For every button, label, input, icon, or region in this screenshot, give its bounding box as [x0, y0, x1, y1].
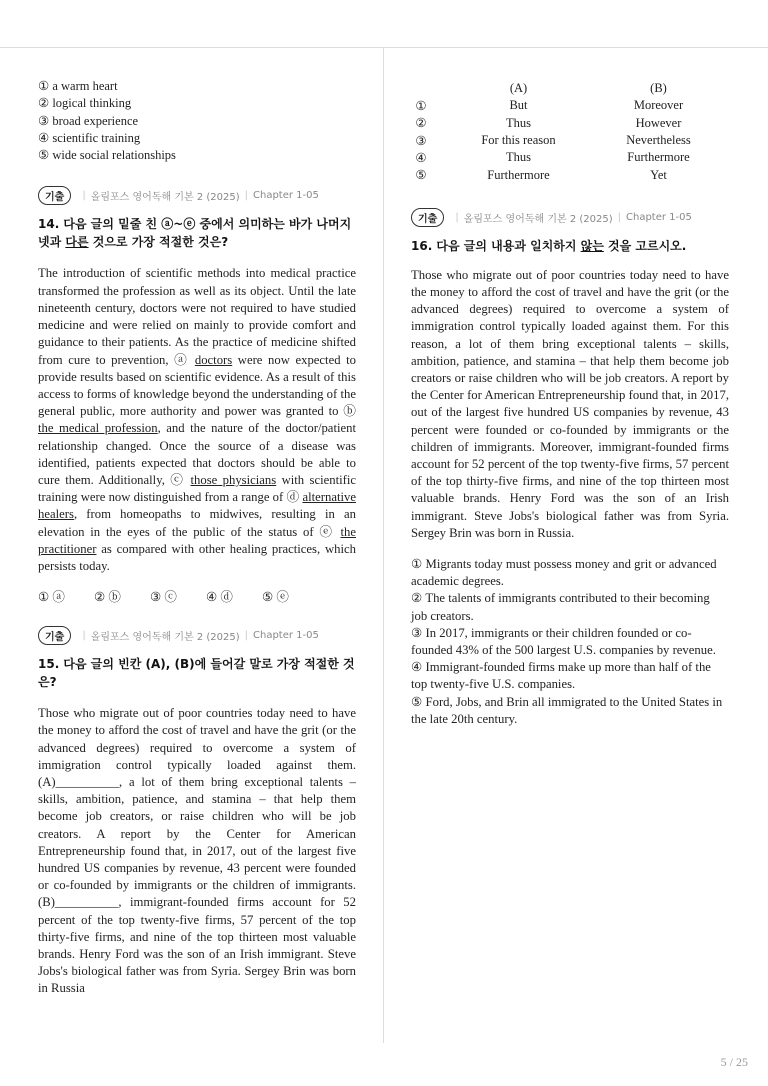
q13-option-2[interactable]: ② logical thinking	[38, 96, 132, 111]
page-number: 5 / 25	[720, 1055, 748, 1069]
column-divider	[383, 48, 384, 1043]
left-column	[38, 78, 356, 998]
header-rule	[0, 47, 768, 48]
q14-passage: The introduction of scientific methods into medical practice transformed the profession as well as its object. Until the late nineteenth century, doctors were not required to have studied medicine and were relied on mainly to provide comfort and guidance to their patients. As the practice of medicine shifted from cure to prevention, ⓐ doctors were now expected to provide results based on scientific evidence. As a result of this access to forms of knowledge beyond the understanding of the general public, more authority and power was granted to ⓑ the medical profession, and the nature of the doctor/patient relationship changed. Once the source of a disease was identified, patients expected that doctors should be able to cure them. Additionally, ⓒ those physicians with scientific training were now distinguished from a range of ⓓ alternative healers, from homeopaths to midwives, resulting in an elevation in the eyes of the public of the status of ⓔ the practitioner as compared with other healing practices, which persists today.	[38, 266, 357, 573]
q13-option-1[interactable]: ① a warm heart	[38, 79, 118, 93]
source-chapter: Chapter 1-05	[626, 211, 692, 223]
q15-choice-table	[411, 80, 711, 184]
underline-b: the medical profession	[38, 421, 158, 436]
q15-choice-row[interactable]: ④ Thus Furthermore	[415, 150, 690, 165]
q16-title: 16. 다음 글의 내용과 일치하지 않는 것을 고르시오.	[411, 238, 687, 253]
q14-answer-2[interactable]: ② ⓑ	[94, 590, 121, 605]
q13-option-4[interactable]: ④ scientific training	[38, 130, 141, 145]
q14-answer-5[interactable]: ⑤ ⓔ	[262, 590, 289, 605]
q15-title: 15. 다음 글의 빈칸 (A), (B)에 들어갈 말로 가장 적절한 것은?	[38, 657, 355, 690]
q14-answer-1[interactable]: ① ⓐ	[38, 590, 65, 605]
source-tag: 기출	[38, 626, 71, 645]
q16-option-3[interactable]: ③ In 2017, immigrants or their children founded or co-founded 43% of the 500 largest U.S. companies by revenue.	[411, 625, 716, 658]
q14-source: 기출 | 올림포스 영어독해 기본 2 (2025) | Chapter 1-05	[38, 186, 356, 205]
q14-answer-3[interactable]: ③ ⓒ	[150, 590, 177, 605]
q13-options	[38, 78, 356, 164]
q14-answers	[38, 589, 356, 606]
right-column	[411, 80, 729, 728]
q16-option-4[interactable]: ④ Immigrant-founded firms make up more than half of the top twenty-five U.S. companies.	[411, 660, 711, 692]
source-chapter: Chapter 1-05	[253, 190, 319, 202]
q16-passage: Those who migrate out of poor countries today need to have the money to afford the cost of travel and have the grit (or the advanced degrees) required to overcome a system of immigration control typically loaded against them. For this reason, a lot of them bring exceptional talents – skills, ambition, patience, and stamina – that help them become job creators or raise children who will be job creators. A report by the Center for American Entrepreneurship found that, in 2017, out of the largest five hundred US companies by revenue, 43 percent were founded or co-founded by immigrants or the children of immigrants. Moreover, immigrant-founded firms account for 52 percent of the top twenty-five firms, 57 percent of the top thirty-five firms, and nine of the top thirteen most valuable brands. Henry Ford was the son of an Irish immigrant. Steve Jobs's biological father was from Syria. Sergey Brin was born in Russia.	[411, 267, 729, 540]
q15-choice-header	[411, 80, 711, 97]
q14-answer-4[interactable]: ④ ⓓ	[206, 590, 233, 605]
header-b: (B)	[650, 81, 667, 96]
source-tag: 기출	[411, 208, 444, 227]
underline-d: alternative healers	[38, 490, 356, 522]
q15-choice-row[interactable]: ② Thus However	[415, 115, 682, 131]
source-book: 올림포스 영어독해 기본 2 (2025)	[463, 213, 613, 225]
q16-source: 기출 | 올림포스 영어독해 기본 2 (2025) | Chapter 1-05	[411, 208, 729, 227]
q15-choice-row[interactable]: ③ For this reason Nevertheless	[415, 133, 691, 148]
q16-option-1[interactable]: ① Migrants today must possess money and grit or advanced academic degrees.	[411, 557, 717, 589]
source-book: 올림포스 영어독해 기본 2 (2025)	[90, 632, 240, 644]
q16-option-5[interactable]: ⑤ Ford, Jobs, and Brin all immigrated to the United States in the late 20th century.	[411, 694, 723, 726]
q16-options	[411, 556, 729, 728]
header-a: (A)	[509, 81, 528, 96]
underline-a: doctors	[194, 352, 233, 367]
q15-choice-row[interactable]: ① But Moreover	[415, 98, 684, 113]
underline-e: the practitioner	[38, 524, 356, 556]
source-chapter: Chapter 1-05	[253, 630, 319, 642]
q13-option-5[interactable]: ⑤ wide social relationships	[38, 148, 176, 163]
underline-c: those physicians	[190, 472, 277, 487]
q13-option-3[interactable]: ③ broad experience	[38, 113, 139, 128]
q16-option-2[interactable]: ② The talents of immigrants contributed to their becoming job creators.	[411, 591, 710, 623]
q15-choice-row[interactable]: ⑤ Furthermore Yet	[415, 167, 667, 183]
source-tag: 기출	[38, 186, 71, 205]
source-book: 올림포스 영어독해 기본 2 (2025)	[90, 192, 240, 204]
q14-title: 14. 다음 글의 밑줄 친 ⓐ~ⓔ 중에서 의미하는 바가 나머지 넷과 다른 것으로 가장 적절한 것은?	[38, 217, 352, 250]
q15-passage: Those who migrate out of poor countries today need to have the money to afford the cost of travel and have the grit (or the advanced degrees) required to overcome a system of immigration control typically loaded against them. (A)__________, a lot of them bring exceptional talents – skills, ambition, patience, and stamina – that help them become job creators, or raise children who will be job creators. A report by the Center for American Entrepreneurship found that, in 2017, out of the largest five hundred US companies by revenue, 43 percent were founded or co-founded by immigrants or the children of immigrants. (B)__________, immigrant-founded firms account for 52 percent of the top twenty-five firms, 57 percent of the top thirty-five firms, and nine of the top thirteen most valuable brands. Henry Ford was the son of an Irish immigrant. Steve Jobs's biological father was from Syria. Sergey Brin was born in Russia	[38, 706, 356, 996]
q15-source: 기출 | 올림포스 영어독해 기본 2 (2025) | Chapter 1-05	[38, 626, 356, 645]
